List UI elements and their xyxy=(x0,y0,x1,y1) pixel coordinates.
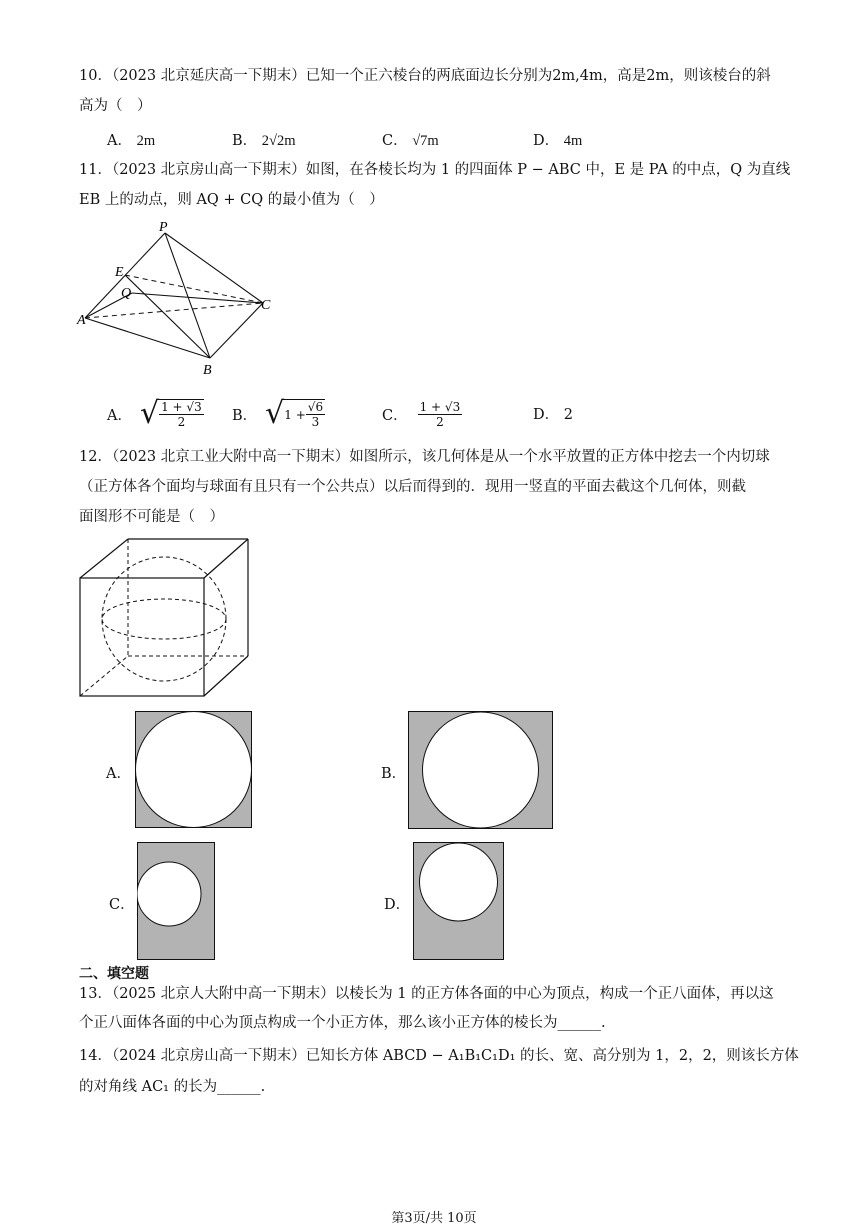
denominator: 2 xyxy=(436,414,444,429)
sqrt-sign: √ xyxy=(265,396,285,431)
q11-line2: EB 上的动点，则 AQ + CQ 的最小值为（ ） xyxy=(79,192,384,208)
numerator: √6 xyxy=(307,400,324,414)
fraction xyxy=(159,399,204,429)
q12-option-b-figure xyxy=(408,711,553,829)
cube-sphere-figure xyxy=(76,535,254,703)
q10-line2: 高为（ ） xyxy=(79,98,152,114)
numerator: 1 + √3 xyxy=(161,400,202,414)
q12-option-d-figure xyxy=(413,842,504,960)
q12-option-c-figure xyxy=(137,842,215,960)
q12-option-a-label: A． xyxy=(106,766,131,782)
option-label: A． xyxy=(107,133,132,149)
option-text: 2 xyxy=(563,407,573,423)
q10-line1: 10．（2023 北京延庆高一下期末）已知一个正六棱台的两底面边长分别为2m,4m，高是2m，则该棱台的斜 xyxy=(79,68,771,84)
numerator: 1 + √3 xyxy=(419,399,461,414)
option-label: D． xyxy=(533,133,560,149)
radicand xyxy=(284,399,325,429)
fraction xyxy=(418,400,463,429)
option-label: C． xyxy=(382,407,408,424)
denominator: 2 xyxy=(177,415,186,429)
fraction xyxy=(306,400,325,429)
option-label: C． xyxy=(382,133,408,149)
option-label: A． xyxy=(107,407,132,424)
option-text: 2√2m xyxy=(261,133,296,149)
q13-line1: 13．（2025 北京人大附中高一下期末）以棱长为 1 的正方体各面的中心为顶点，构成一个正八面体，再以这 xyxy=(79,986,774,1002)
option-text: √7m xyxy=(412,133,439,149)
q14-line2: 的对角线 AC₁ 的长为______. xyxy=(79,1079,266,1095)
sqrt-sign: √ xyxy=(139,396,160,431)
q12-line2: （正方体各个面均与球面有且只有一个公共点）以后而得到的．现用一竖直的平面去截这个几何体，则截 xyxy=(79,479,746,495)
q12-option-d-label: D． xyxy=(384,897,411,913)
q12-option-b-label: B． xyxy=(381,766,407,782)
option-label: B． xyxy=(232,133,258,149)
option-label: B． xyxy=(232,407,258,424)
q10-option-d xyxy=(533,129,582,150)
option-text: 4m xyxy=(563,133,583,149)
q12-option-c-label: C． xyxy=(109,897,135,913)
tetrahedron-figure xyxy=(75,218,285,378)
label-q: Q xyxy=(121,286,132,301)
denominator: 3 xyxy=(311,415,320,429)
label-c: C xyxy=(261,298,271,313)
q10-option-a xyxy=(107,129,155,150)
q11-option-a xyxy=(107,390,204,438)
q12-option-a-figure xyxy=(135,711,252,828)
label-b: B xyxy=(203,363,212,378)
q11-line1: 11．（2023 北京房山高一下期末）如图，在各棱长均为 1 的四面体 P − ABC 中，E 是 PA 的中点，Q 为直线 xyxy=(79,162,791,178)
q11-option-d xyxy=(533,403,573,424)
q10-option-c xyxy=(382,129,439,150)
prefix: 1 + xyxy=(284,407,306,422)
q14-line1: 14．（2024 北京房山高一下期末）已知长方体 ABCD − A₁B₁C₁D₁ 的长、宽、高分别为 1，2，2，则该长方体 xyxy=(79,1048,799,1064)
q12-line3: 面图形不可能是（ ） xyxy=(79,509,224,525)
q11-option-b xyxy=(232,390,325,438)
section-heading: 二、填空题 xyxy=(79,966,149,982)
q13-line2: 个正八面体各面的中心为顶点构成一个小正方体，那么该小正方体的棱长为______. xyxy=(79,1015,606,1031)
label-e: E xyxy=(115,265,124,280)
q11-option-c xyxy=(382,390,462,438)
q10-option-b xyxy=(232,129,296,150)
page-number: 第3页/共 10页 xyxy=(391,1211,477,1226)
option-text: 2m xyxy=(136,133,156,149)
option-label: D． xyxy=(533,407,560,423)
label-p: P xyxy=(159,220,168,235)
q12-line1: 12．（2023 北京工业大附中高一下期末）如图所示，该几何体是从一个水平放置的正方体中挖去一个内切球 xyxy=(79,449,770,465)
label-a: A xyxy=(77,313,86,328)
